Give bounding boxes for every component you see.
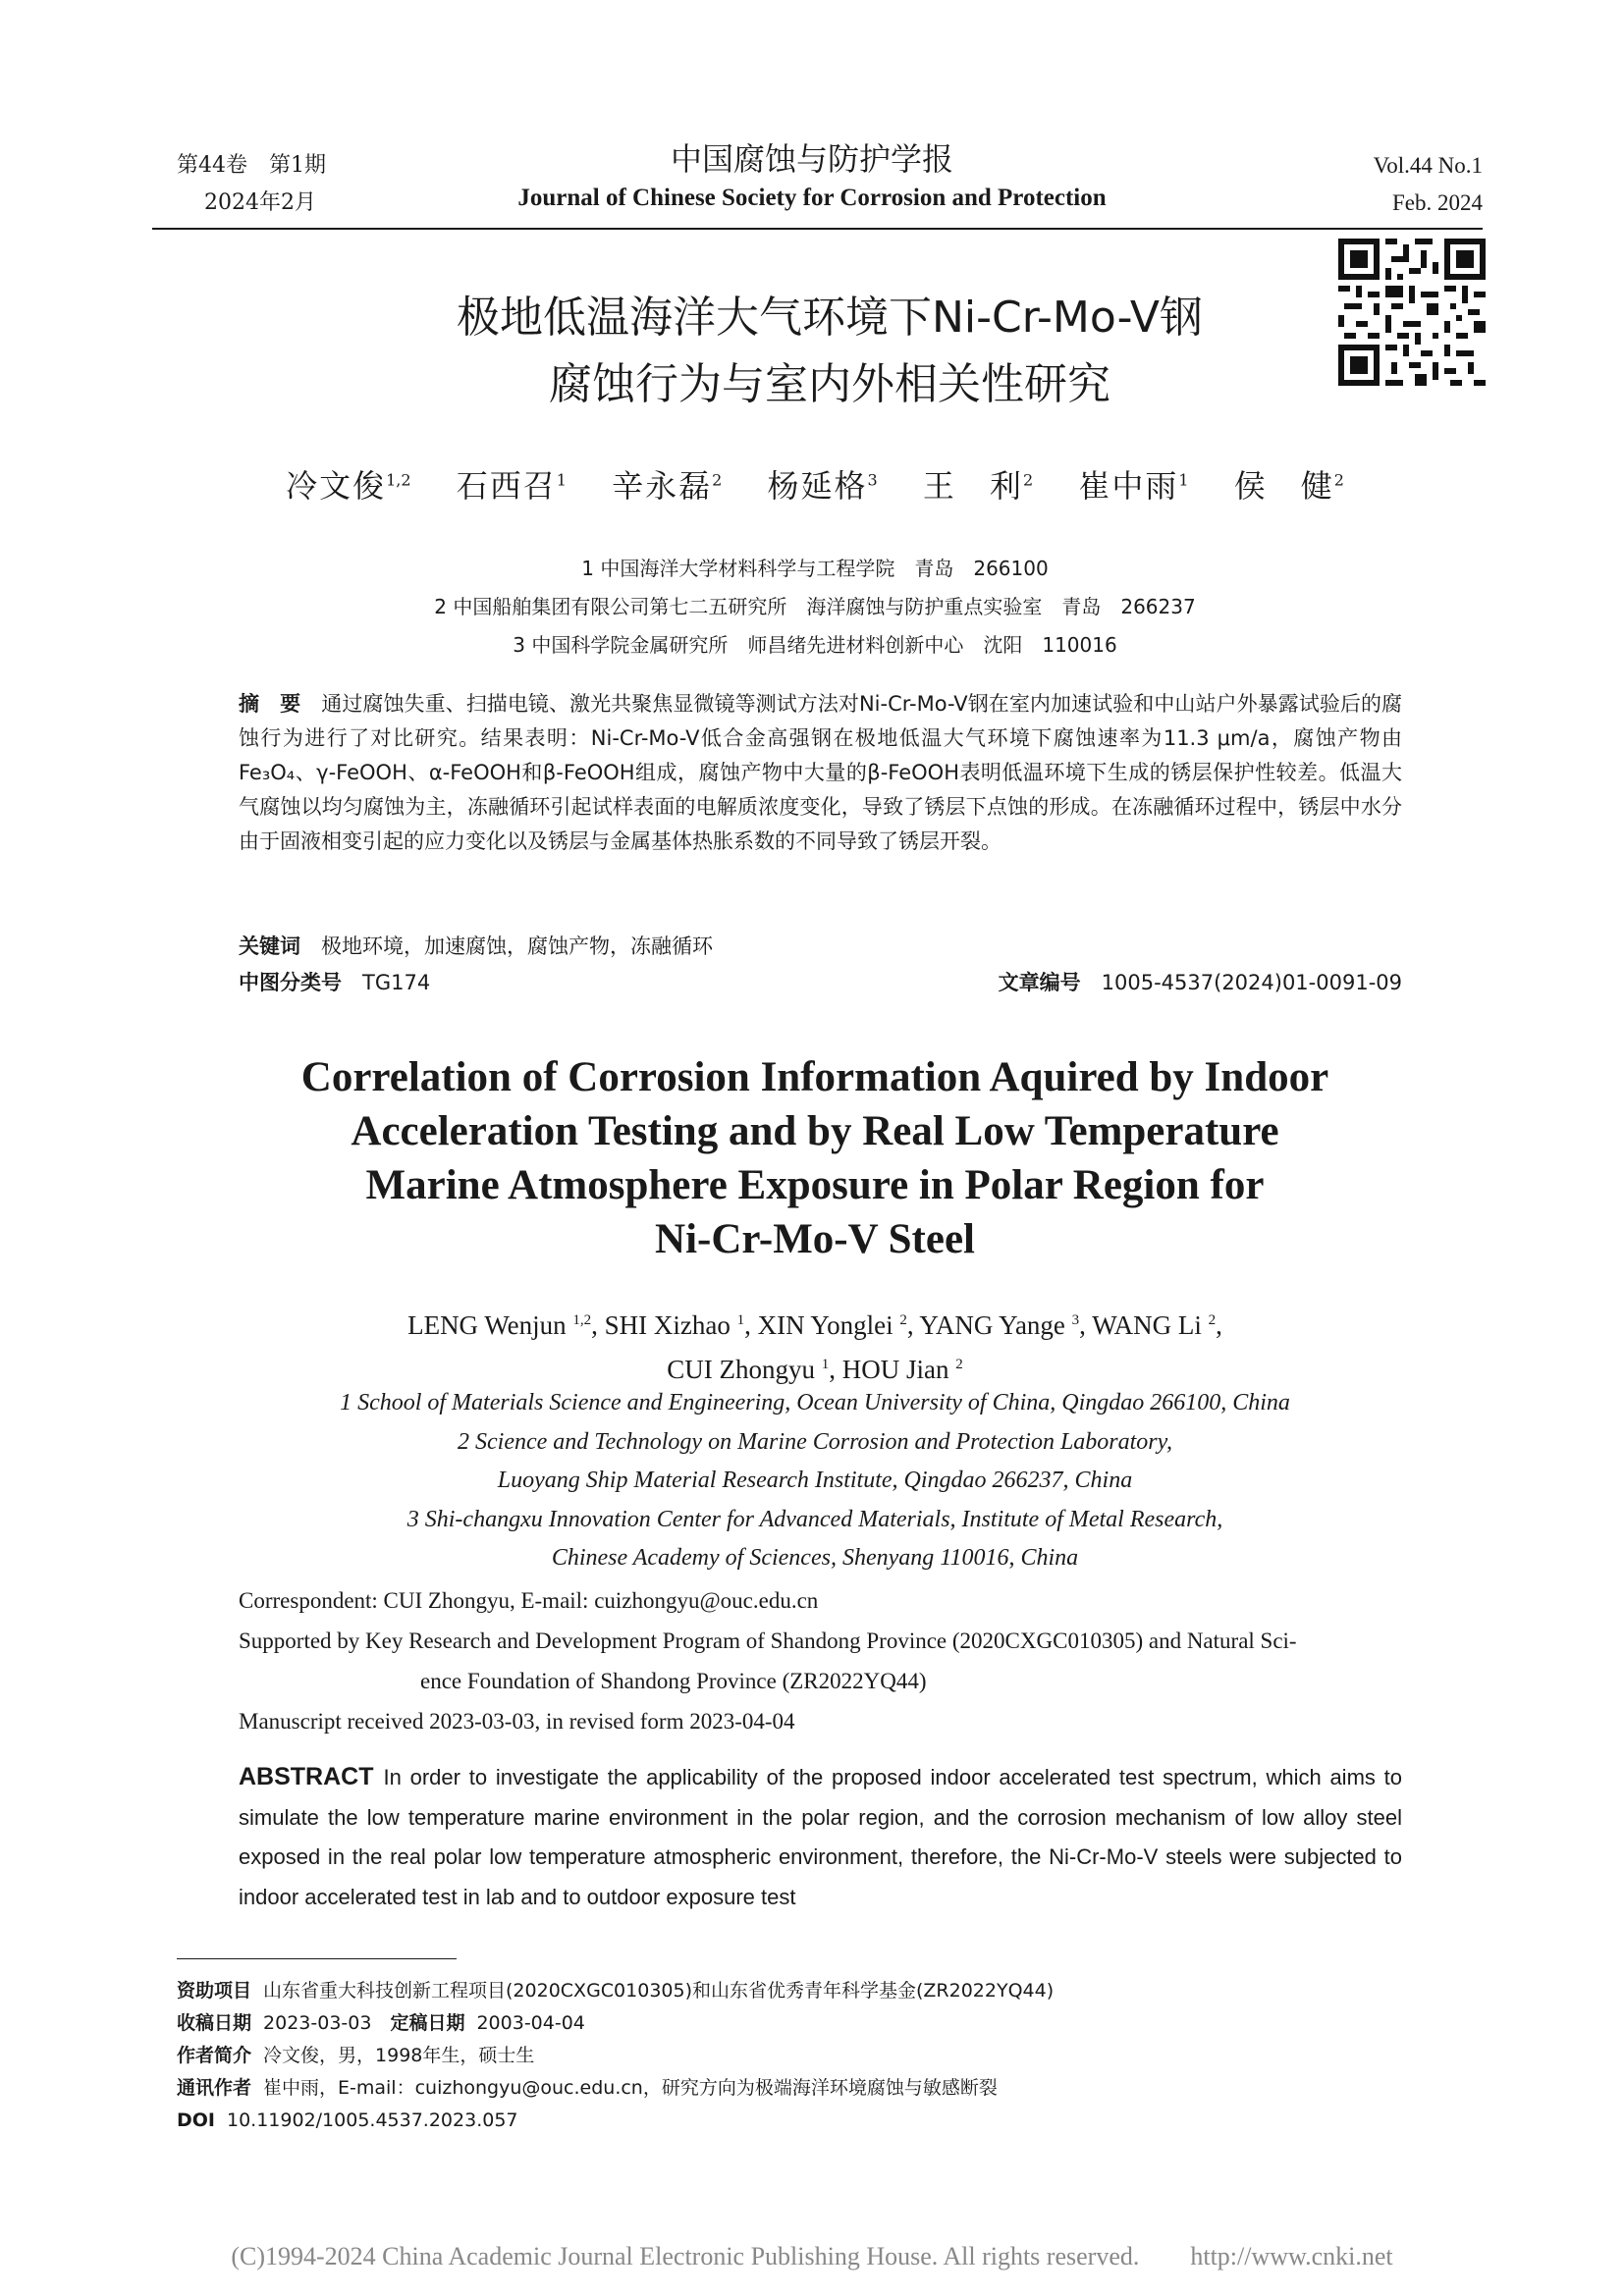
authors-en: LENG Wenjun $^{1,2}$, SHI Xizhao $^1$, XIN Yonglei $^2$, YANG Yange $^3$, WANG Li $^2$, CUI Zhongyu $^1$, HOU Jian $^2$ [407,1310,1222,1384]
paper-title-cn [157,285,1502,418]
affiliations-en [236,1384,1394,1578]
affiliation-en: Chinese Academy of Sciences, Shenyang 110016, China [551,1545,1079,1571]
author-cn: 崔中雨$^1$ [1078,467,1189,505]
journal-name-cn: 中国腐蚀与防护学报 [670,140,953,178]
footnote-dates: 收稿日期 2023-03-03 定稿日期 2003-04-04 [177,2012,585,2034]
date-en: Feb. 2024 [1392,190,1483,215]
affiliation-en: 2 Science and Technology on Marine Corrosion and Protection Laboratory, [458,1428,1172,1455]
paper-title-en [157,1050,1473,1266]
title-en-line: Marine Atmosphere Exposure in Polar Region for [365,1162,1265,1208]
abstract-en-text: In order to investigate the applicability of the proposed indoor accelerated test spectrum, which aims to simulate the low temperature marine environment in the polar region, and the corrosion mechanism of low alloy steel exposed in the real polar low temperature atmospheric environment, therefore, the Ni-Cr-Mo-V steels were subjected to indoor accelerated test in lab and to outdoor exposure test [239,1765,1402,1909]
title-en-line: Acceleration Testing and by Real Low Temperature [351,1108,1279,1154]
author-en: WANG Li $^2$ [1092,1310,1217,1340]
journal-name-en: Journal of Chinese Society for Corrosion and Protection [517,185,1107,211]
abstract-cn [239,687,1402,859]
classification-cn-text: TG174 [362,971,431,994]
author-cn: 辛永磊$^2$ [612,467,723,505]
article-meta-en [239,1580,1402,1741]
title-en-line: Ni-Cr-Mo-V Steel [655,1216,975,1262]
author-cn: 侯 健$^2$ [1233,467,1344,505]
affiliation-cn: 3 中国科学院金属研究所 师昌绪先进材料创新中心 沈阳 110016 [513,633,1117,657]
vol-issue-cn: 第44卷 第1期 [177,153,326,178]
affiliation-en: 1 School of Materials Science and Engineering, Ocean University of China, Qingdao 266100, China [340,1390,1290,1415]
footnote-doi: DOI 10.11902/1005.4537.2023.057 [177,2109,518,2131]
date-cn: 2024年2月 [204,190,316,215]
abstract-cn-label: 摘 要 [239,692,301,716]
funding-en-cont: ence Foundation of Shandong Province (ZR2022YQ44) [420,1669,927,1693]
title-cn-line: 极地低温海洋大气环境下Ni-Cr-Mo-V钢 [457,293,1203,343]
author-en: CUI Zhongyu $^1$ [667,1355,830,1384]
article-number-cn [992,967,1402,996]
affiliation-en: 3 Shi-changxu Innovation Center for Advanced Materials, Institute of Metal Research, [406,1506,1223,1532]
article-number-cn-text: 1005-4537(2024)01-0091-09 [1101,971,1402,994]
author-en: SHI Xizhao $^1$ [604,1310,745,1340]
footnote-author-bio: 作者简介 冷文俊，男，1998年生，硕士生 [177,2045,535,2066]
author-en: XIN Yonglei $^2$ [757,1310,907,1340]
classification-cn [239,967,430,996]
abstract-en-label: ABSTRACT [239,1763,374,1790]
header-rule [152,228,1483,230]
abstract-en [239,1757,1402,1917]
title-en-line: Correlation of Corrosion Information Aquired by Indoor [300,1054,1329,1100]
abstract-cn-text: 通过腐蚀失重、扫描电镜、激光共聚焦显微镜等测试方法对Ni-Cr-Mo-V钢在室内加速试验和中山站户外暴露试验后的腐蚀行为进行了对比研究。结果表明：Ni-Cr-Mo-V低合金高强钢在极地低温大气环境下腐蚀速率为11.3 μm/a，腐蚀产物由Fe₃O₄、γ-FeOOH、α-FeOOH和β-FeOOH组成，腐蚀产物中大量的β-FeOOH表明低温环境下生成的锈层保护性较差。低温大气腐蚀以均匀腐蚀为主，冻融循环引起试样表面的电解质浓度变化，导致了锈层下点蚀的形成。在冻融循环过程中，锈层中水分由于固液相变引起的应力变化以及锈层与金属基体热胀系数的不同导致了锈层开裂。 [239,692,1403,853]
author-en: LENG Wenjun $^{1,2}$ [407,1310,592,1340]
classification-cn-label: 中图分类号 [239,971,342,994]
author-cn: 杨延格$^3$ [767,467,878,505]
author-en: YANG Yange $^3$ [919,1310,1080,1340]
keywords-cn-text: 极地环境，加速腐蚀，腐蚀产物，冻融循环 [321,934,713,958]
authors-cn [157,461,1473,507]
author-cn: 冷文俊$^{1,2}$ [286,467,411,505]
footnote-correspondent: 通讯作者 崔中雨，E-mail：cuizhongyu@ouc.edu.cn，研究方向为极端海洋环境腐蚀与敏感断裂 [177,2077,998,2099]
manuscript-dates-en: Manuscript received 2023-03-03, in revised form 2023-04-04 [239,1709,795,1734]
keywords-cn [239,931,713,960]
funding-en: Supported by Key Research and Development Program of Shandong Province (2020CXGC010305) and Natural Sci- [239,1629,1297,1653]
keywords-cn-label: 关键词 [239,934,300,958]
affiliations-cn [157,550,1473,665]
author-en: HOU Jian $^2$ [841,1355,963,1384]
affiliation-en: Luoyang Ship Material Research Institute, Qingdao 266237, China [497,1468,1133,1493]
correspondent-en: Correspondent: CUI Zhongyu, E-mail: cuizhongyu@ouc.edu.cn [239,1588,819,1613]
affiliation-cn: 2 中国船舶集团有限公司第七二五研究所 海洋腐蚀与防护重点实验室 青岛 266237 [434,595,1196,618]
copyright-notice: (C)1994-2024 China Academic Journal Electronic Publishing House. All rights reserved. http://www.cnki.net [231,2242,1393,2270]
footnote-rule [177,1958,457,1959]
author-cn: 石西召$^1$ [456,467,567,505]
title-cn-line: 腐蚀行为与室内外相关性研究 [549,359,1110,409]
footnote-funding: 资助项目 山东省重大科技创新工程项目(2020CXGC010305)和山东省优秀青年科学基金(ZR2022YQ44) [177,1980,1055,2002]
footnotes [177,1975,1404,2137]
author-cn: 王 利$^2$ [922,467,1034,505]
header-right [1296,147,1483,222]
affiliation-cn: 1 中国海洋大学材料科学与工程学院 青岛 266100 [581,557,1049,580]
vol-issue-en: Vol.44 No.1 [1373,153,1483,178]
article-number-cn-label: 文章编号 [998,971,1081,994]
